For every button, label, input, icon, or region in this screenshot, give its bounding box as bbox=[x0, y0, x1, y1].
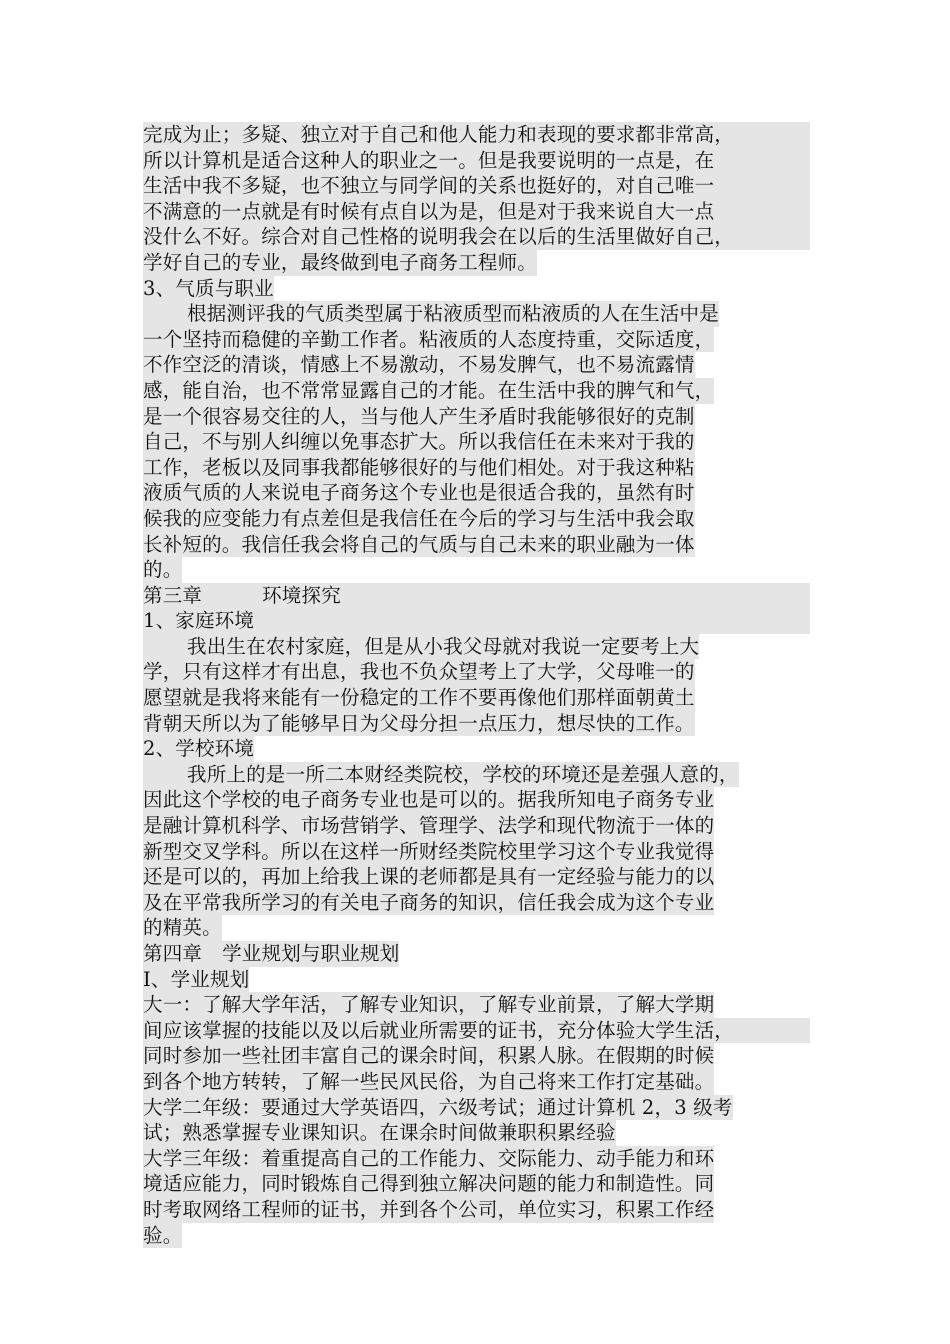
text-line: 大学三年级：着重提高自己的工作能力、交际能力、动手能力和环 bbox=[143, 1146, 715, 1170]
section-heading: 1、家庭环境 bbox=[143, 608, 810, 634]
chapter-number: 第四章 bbox=[143, 942, 203, 965]
chapter-title: 环境探究 bbox=[262, 583, 341, 607]
text-line: 不满意的一点就是有时候有点自以为是，但是对于我来说自大一点 bbox=[143, 199, 810, 225]
text-line: 的精英。 bbox=[143, 916, 222, 940]
text-line: 学好自己的专业，最终做到电子商务工程师。 bbox=[143, 250, 538, 274]
text-line: 长补短的。我信任我会将自己的气质与自己未来的职业融为一体 bbox=[143, 532, 695, 556]
text-line: 新型交叉学科。所以在这样一所财经类院校里学习这个专业我觉得 bbox=[143, 839, 715, 863]
text-line: 及在平常我所学习的有关电子商务的知识，信任我会成为这个专业 bbox=[143, 890, 715, 914]
document-body bbox=[143, 122, 810, 1248]
text-line: 没什么不好。综合对自己性格的说明我会在以后的生活里做好自己， bbox=[143, 224, 810, 250]
text-line: 一个坚持而稳健的辛勤工作者。粘液质的人态度持重，交际适度， bbox=[143, 327, 715, 351]
text-line: 感，能自治，也不常常显露自己的才能。在生活中我的脾气和气， bbox=[143, 378, 715, 402]
text-line: 不作空泛的清谈，情感上不易激动，不易发脾气，也不易流露情 bbox=[143, 353, 695, 377]
text-line: 大学二年级：要通过大学英语四，六级考试；通过计算机 2，3 级考 bbox=[143, 1095, 733, 1119]
text-line: 我所上的是一所二本财经类院校，学校的环境还是差强人意的， bbox=[143, 762, 739, 788]
text-line: 境适应能力，同时锻炼自己得到独立解决问题的能力和制造性。同 bbox=[143, 1172, 715, 1196]
chapter-heading bbox=[143, 583, 810, 609]
text-line: 生活中我不多疑，也不独立与同学间的关系也挺好的，对自己唯一 bbox=[143, 173, 810, 199]
chapter-title: 学业规划与职业规划 bbox=[222, 942, 400, 965]
text-line: 背朝天所以为了能够早日为父母分担一点压力，想尽快的工作。 bbox=[143, 711, 695, 735]
text-line: 学，只有这样才有出息，我也不负众望考上了大学，父母唯一的 bbox=[143, 660, 695, 684]
text-line: 愿望就是我将来能有一份稳定的工作不要再像他们那样面朝黄土 bbox=[143, 686, 695, 710]
text-line: 候我的应变能力有点差但是我信任在今后的学习与生活中我会取 bbox=[143, 506, 695, 530]
text-line: 同时参加一些社团丰富自己的课余时间，积累人脉。在假期的时候 bbox=[143, 1044, 715, 1068]
chapter-number: 第三章 bbox=[143, 583, 203, 607]
section-heading: I、学业规划 bbox=[143, 967, 250, 991]
text-line: 自己，不与别人纠缠以免事态扩大。所以我信任在未来对于我的 bbox=[143, 430, 695, 454]
text-line: 液质气质的人来说电子商务这个专业也是很适合我的，虽然有时 bbox=[143, 481, 695, 505]
text-line: 试；熟悉掌握专业课知识。在课余时间做兼职积累经验 bbox=[143, 1121, 616, 1145]
text-line: 的。 bbox=[143, 558, 183, 582]
text-line: 是融计算机科学、市场营销学、管理学、法学和现代物流于一体的 bbox=[143, 814, 715, 838]
text-line: 因此这个学校的电子商务专业也是可以的。据我所知电子商务专业 bbox=[143, 788, 715, 812]
text-line: 工作，老板以及同事我都能够很好的与他们相处。对于我这种粘 bbox=[143, 455, 695, 479]
text-line: 完成为止；多疑、独立对于自己和他人能力和表现的要求都非常高， bbox=[143, 122, 810, 148]
text-line: 验。 bbox=[143, 1223, 183, 1247]
text-line: 时考取网络工程师的证书，并到各个公司，单位实习，积累工作经 bbox=[143, 1197, 715, 1221]
text-line: 所以计算机是适合这种人的职业之一。但是我要说明的一点是，在 bbox=[143, 148, 810, 174]
text-line: 根据测评我的气质类型属于粘液质型而粘液质的人在生活中是 bbox=[143, 301, 719, 327]
text-line: 到各个地方转转，了解一些民风民俗，为自己将来工作打定基础。 bbox=[143, 1069, 715, 1093]
text-line: 是一个很容易交往的人，当与他人产生矛盾时我能够很好的克制 bbox=[143, 404, 695, 428]
section-heading: 3、气质与职业 bbox=[143, 276, 274, 300]
text-line: 大一：了解大学年活，了解专业知识，了解专业前景，了解大学期 bbox=[143, 993, 715, 1017]
section-heading: 2、学校环境 bbox=[143, 737, 255, 761]
text-line: 我出生在农村家庭，但是从小我父母就对我说一定要考上大 bbox=[143, 634, 699, 660]
text-line: 还是可以的，再加上给我上课的老师都是具有一定经验与能力的以 bbox=[143, 865, 715, 889]
chapter-heading bbox=[143, 941, 399, 967]
text-line: 间应该掌握的技能以及以后就业所需要的证书，充分体验大学生活， bbox=[143, 1018, 810, 1044]
